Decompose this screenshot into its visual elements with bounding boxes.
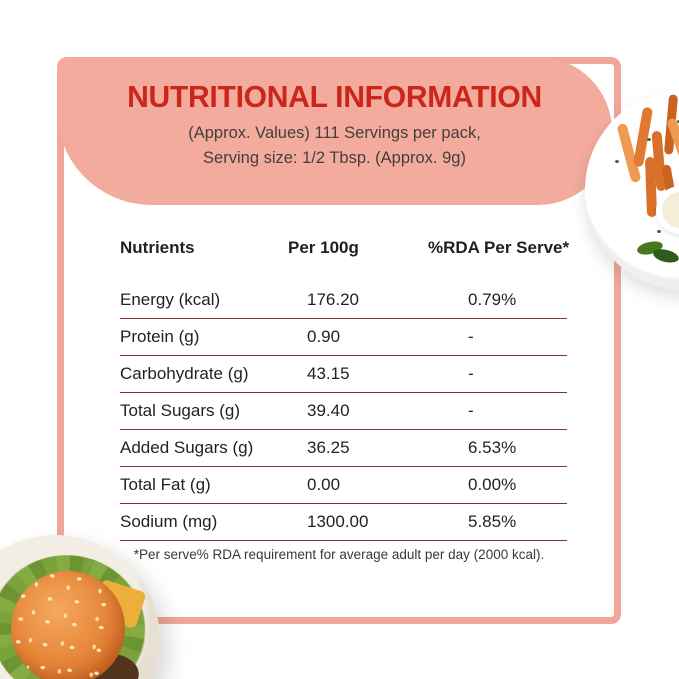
table-row-total-sugars (120, 393, 567, 430)
column-header-per-100g: Per 100g (288, 238, 359, 257)
table-header-row (120, 230, 570, 266)
per-100g-value: 36.25 (307, 438, 350, 457)
herb-fleck (657, 230, 661, 233)
per-100g-value: 1300.00 (307, 512, 369, 531)
table-row-carbohydrate (120, 356, 567, 393)
per-100g-value: 39.40 (307, 401, 350, 420)
header-gap (120, 266, 567, 282)
rda-value: - (468, 364, 474, 383)
burger-plate-photo (0, 535, 160, 679)
nutrient-name: Protein (g) (120, 327, 200, 346)
per-100g-value: 176.20 (307, 290, 359, 309)
rda-value: 6.53% (468, 438, 517, 457)
rda-value: - (468, 401, 474, 420)
page-title: NUTRITIONAL INFORMATION (127, 79, 542, 114)
nutrition-table (120, 230, 570, 541)
table-row-energy (120, 282, 567, 319)
herb-fleck (647, 138, 651, 141)
per-100g-value: 0.00 (307, 475, 341, 494)
rda-footnote: *Per serve% RDA requirement for average adult per day (2000 kcal). (133, 547, 545, 562)
nutrition-banner (57, 57, 612, 205)
nutrient-name: Sodium (mg) (120, 512, 218, 531)
rda-value: - (468, 327, 474, 346)
rda-value: 0.00% (468, 475, 517, 494)
nutrient-name: Total Fat (g) (120, 475, 211, 494)
table-row-added-sugars (120, 430, 567, 467)
table-row-total-fat (120, 467, 567, 504)
nutrient-name: Added Sugars (g) (120, 438, 254, 457)
nutrient-name: Energy (kcal) (120, 290, 221, 309)
table-row-protein (120, 319, 567, 356)
per-100g-value: 43.15 (307, 364, 350, 383)
column-header-nutrients: Nutrients (120, 238, 195, 257)
nutrient-name: Carbohydrate (g) (120, 364, 249, 383)
per-100g-value: 0.90 (307, 327, 341, 346)
herb-fleck (615, 160, 619, 163)
rda-value: 0.79% (468, 290, 517, 309)
serving-size-info: Serving size: 1/2 Tbsp. (Approx. 9g) (203, 149, 466, 167)
fries-plate-photo (585, 90, 679, 290)
servings-info: (Approx. Values) 111 Servings per pack, (188, 124, 481, 142)
nutrient-name: Total Sugars (g) (120, 401, 240, 420)
rda-value: 5.85% (468, 512, 517, 531)
column-header-rda: %RDA Per Serve* (428, 238, 570, 257)
table-row-sodium (120, 504, 567, 541)
